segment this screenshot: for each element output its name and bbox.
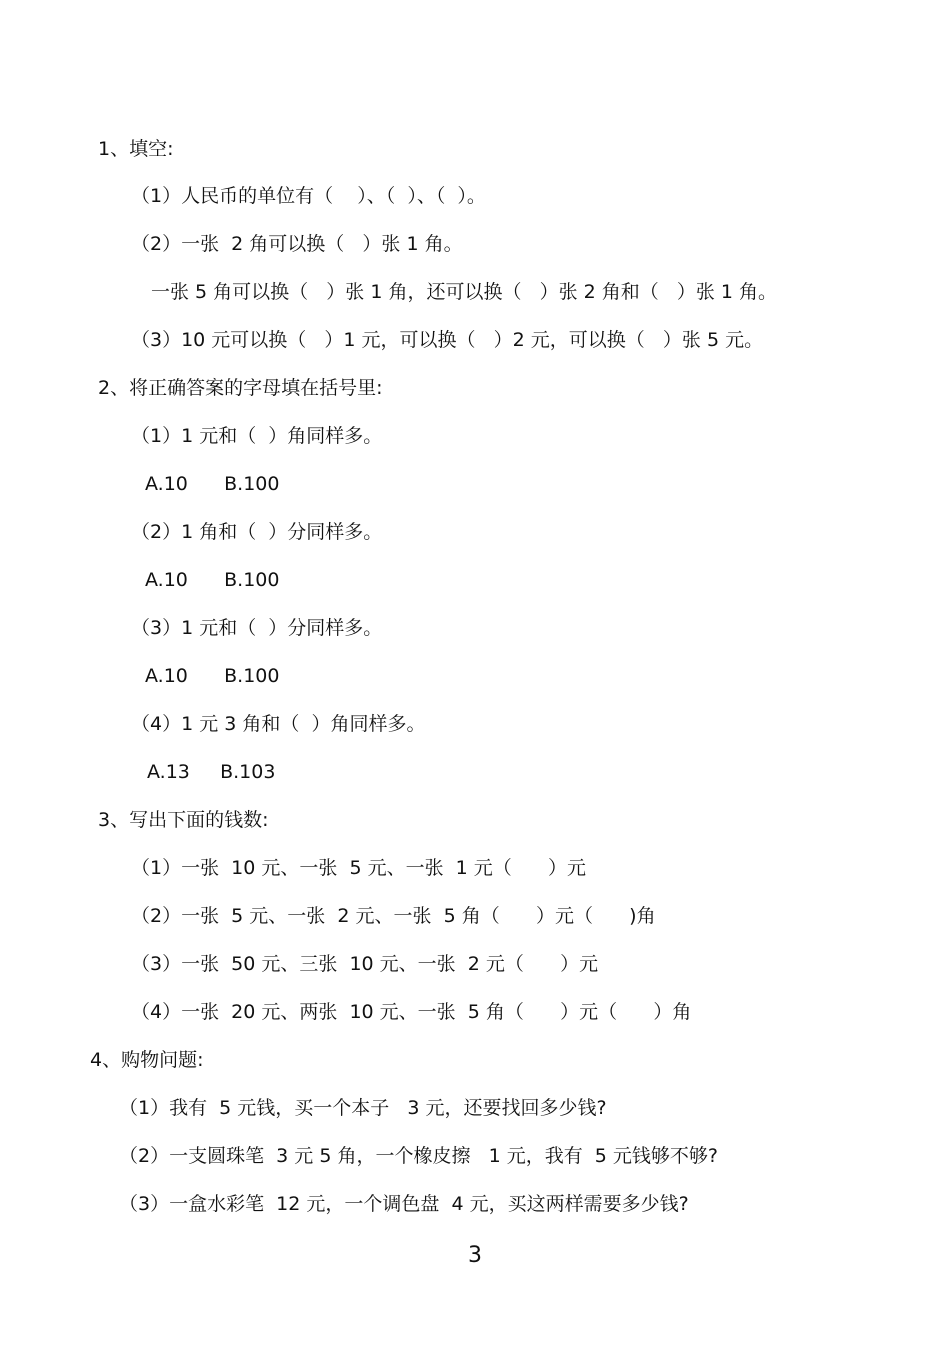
section-3-heading: 3、写出下面的钱数: bbox=[98, 809, 269, 831]
section-2-heading: 2、将正确答案的字母填在括号里: bbox=[98, 377, 383, 399]
section-3-item-4: （4）一张 20 元、两张 10 元、一张 5 角（ ）元（ ）角 bbox=[131, 1001, 692, 1023]
section-4-item-1: （1）我有 5 元钱，买一个本子 3 元，还要找回多少钱? bbox=[119, 1097, 607, 1119]
section-4-item-3: （3）一盒水彩笔 12 元，一个调色盘 4 元，买这两样需要多少钱? bbox=[119, 1193, 689, 1215]
section-2-item-2: （2）1 角和（ ）分同样多。 bbox=[131, 521, 383, 543]
section-2-options-4: A.13 B.103 bbox=[147, 761, 276, 783]
section-3-item-2: （2）一张 5 元、一张 2 元、一张 5 角（ ）元（ )角 bbox=[131, 905, 656, 927]
section-4-heading: 4、购物问题: bbox=[90, 1049, 204, 1071]
section-2-item-4: （4）1 元 3 角和（ ）角同样多。 bbox=[131, 713, 426, 735]
section-1-heading: 1、填空: bbox=[98, 138, 174, 160]
section-2-options-1: A.10 B.100 bbox=[145, 473, 280, 495]
section-4-item-2: （2）一支圆珠笔 3 元 5 角，一个橡皮擦 1 元，我有 5 元钱够不够? bbox=[119, 1145, 719, 1167]
section-1-item-1: （1）人民币的单位有（ ）、（ ）、（ ）。 bbox=[131, 185, 486, 207]
section-3-item-3: （3）一张 50 元、三张 10 元、一张 2 元（ ）元 bbox=[131, 953, 599, 975]
section-1-item-2b: 一张 5 角可以换（ ）张 1 角，还可以换（ ）张 2 角和（ ）张 1 角。 bbox=[151, 281, 778, 303]
section-1-item-2: （2）一张 2 角可以换（ ）张 1 角。 bbox=[131, 233, 463, 255]
section-2-options-3: A.10 B.100 bbox=[145, 665, 280, 687]
section-2-item-3: （3）1 元和（ ）分同样多。 bbox=[131, 617, 383, 639]
section-1-item-3: （3）10 元可以换（ ）1 元，可以换（ ）2 元，可以换（ ）张 5 元。 bbox=[131, 329, 764, 351]
section-2-item-1: （1）1 元和（ ）角同样多。 bbox=[131, 425, 383, 447]
section-3-item-1: （1）一张 10 元、一张 5 元、一张 1 元（ ）元 bbox=[131, 857, 587, 879]
section-2-options-2: A.10 B.100 bbox=[145, 569, 280, 591]
page-number: 3 bbox=[468, 1243, 482, 1268]
